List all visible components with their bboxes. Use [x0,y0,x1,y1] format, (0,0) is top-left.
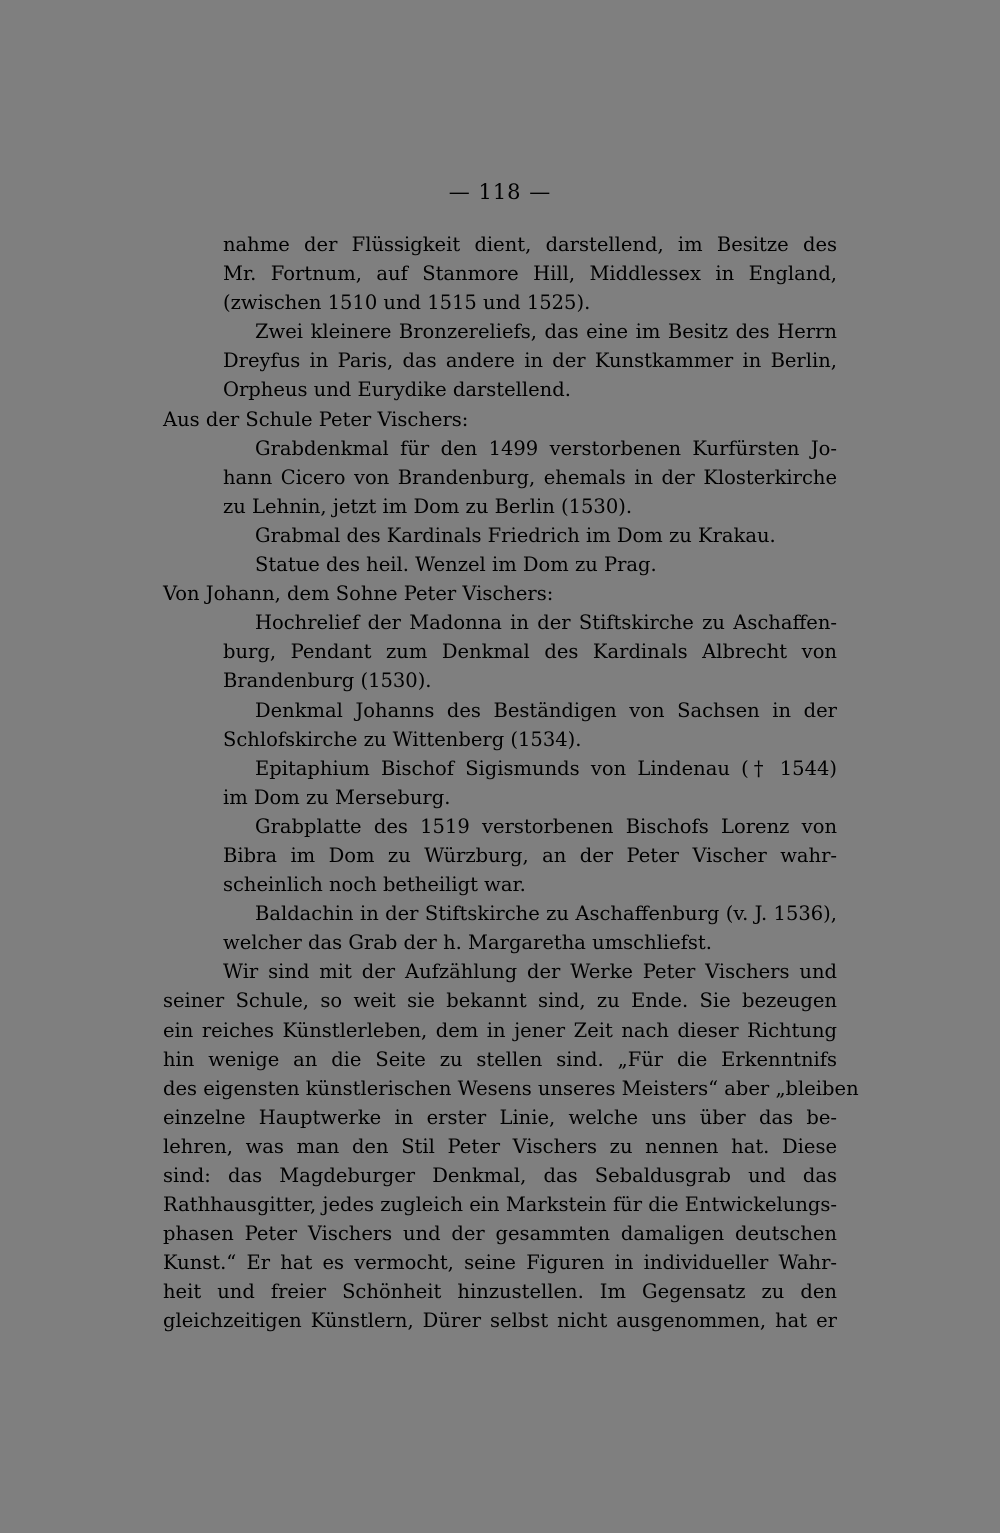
text-line [163,1248,837,1277]
text-line [163,928,837,957]
text-line [163,1045,837,1074]
text-line [163,1190,837,1219]
text-line [163,288,837,317]
text-line-content: im Dom zu Merseburg. [223,785,451,809]
text-line-content: Brandenburg (1530). [223,669,432,693]
text-line-content: Schlofskirche zu Wittenberg (1534). [223,727,582,751]
text-line-content: Baldachin in der Stiftskirche zu Aschaffenburg (v. J. 1536), [255,902,837,926]
text-line [163,725,837,754]
text-line [163,579,837,608]
text-line [163,637,837,666]
text-line-content: Grabplatte des 1519 verstorbenen Bischofs Lorenz von [255,814,837,838]
text-line [163,696,837,725]
text-line-content: welcher das Grab der h. Margaretha umschliefst. [223,931,712,955]
text-line [163,957,837,986]
text-line [163,1219,837,1248]
text-line [163,492,837,521]
text-line-content: Rathhausgitter, jedes zugleich ein Markstein für die Entwickelungs- [163,1193,837,1217]
text-line [163,870,837,899]
text-line [163,434,837,463]
text-line [163,1306,837,1335]
text-line [163,317,837,346]
text-line [163,405,837,434]
text-line [163,463,837,492]
text-line-content: heit und freier Schönheit hinzustellen. Im Gegensatz zu den [163,1280,837,1304]
text-line-content: seiner Schule, so weit sie bekannt sind, zu Ende. Sie bezeugen [163,989,837,1013]
text-line-content: einzelne Hauptwerke in erster Linie, welche uns über das be- [163,1105,837,1129]
page-text [163,230,859,1336]
text-line [163,1103,837,1132]
text-line-content: zu Lehnin, jetzt im Dom zu Berlin (1530). [223,494,633,518]
text-line-content: Zwei kleinere Bronzereliefs, das eine im Besitz des Herrn [255,320,837,344]
text-line [163,986,837,1015]
text-line-content: Von Johann, dem Sohne Peter Vischers: [163,582,554,606]
text-line [163,230,837,259]
text-line-content: Wir sind mit der Aufzählung der Werke Peter Vischers und [223,960,837,984]
text-line [163,899,837,928]
text-line-content: des eigensten künstlerischen Wesens unseres Meisters“ aber „bleiben [163,1076,859,1100]
text-line [163,754,837,783]
text-line-content: sind: das Magdeburger Denkmal, das Sebaldusgrab und das [163,1164,837,1187]
text-line [163,1132,837,1161]
text-line [163,521,837,550]
text-line-content: Grabmal des Kardinals Friedrich im Dom zu Krakau. [255,523,776,547]
text-line [163,783,837,812]
text-line-content: burg, Pendant zum Denkmal des Kardinals Albrecht von [223,640,837,664]
text-line-content: Denkmal Johanns des Beständigen von Sachsen in der [255,698,837,722]
text-line-content: (zwischen 1510 und 1515 und 1525). [223,291,591,315]
text-line [163,550,837,579]
text-line-content: nahme der Flüssigkeit dient, darstellend, im Besitze des [223,233,837,256]
text-line-content: hin wenige an die Seite zu stellen sind. „Für die Erkenntnifs [163,1047,837,1071]
text-line-content: Statue des heil. Wenzel im Dom zu Prag. [255,553,657,577]
text-line-content: ein reiches Künstlerleben, dem in jener Zeit nach dieser Richtung [163,1018,837,1042]
text-line [163,1161,837,1190]
text-line [163,259,837,288]
text-line-content: Mr. Fortnum, auf Stanmore Hill, Middlessex in England, [223,262,837,286]
text-line-content: gleichzeitigen Künstlern, Dürer selbst nicht ausgenommen, hat er [163,1309,837,1333]
text-line-content: hann Cicero von Brandenburg, ehemals in der Klosterkirche [223,465,837,489]
text-line-content: Grabdenkmal für den 1499 verstorbenen Kurfürsten Jo- [255,436,837,460]
text-line [163,375,837,404]
text-line [163,812,837,841]
text-line [163,1277,837,1306]
text-line-content: Kunst.“ Er hat es vermocht, seine Figuren in individueller Wahr- [163,1251,837,1275]
text-line-content: scheinlich noch betheiligt war. [223,873,526,897]
text-line [163,1016,837,1045]
page-number: — 118 — [448,180,552,204]
text-line [163,841,837,870]
text-line [163,1074,859,1103]
text-line-content: Orpheus und Eurydike darstellend. [223,378,571,402]
text-line [163,346,837,375]
text-line [163,608,837,637]
text-line-content: Aus der Schule Peter Vischers: [163,407,469,431]
text-line-content: phasen Peter Vischers und der gesammten damaligen deutschen [163,1222,837,1246]
text-line [163,666,837,695]
text-line-content: Dreyfus in Paris, das andere in der Kunstkammer in Berlin, [223,349,837,373]
text-line-content: Bibra im Dom zu Würzburg, an der Peter Vischer wahr- [223,843,837,867]
text-line-content: Hochrelief der Madonna in der Stiftskirche zu Aschaffen- [255,611,837,635]
text-line-content: Epitaphium Bischof Sigismunds von Lindenau († 1544) [255,756,837,780]
text-line-content: lehren, was man den Stil Peter Vischers zu nennen hat. Diese [163,1134,837,1158]
